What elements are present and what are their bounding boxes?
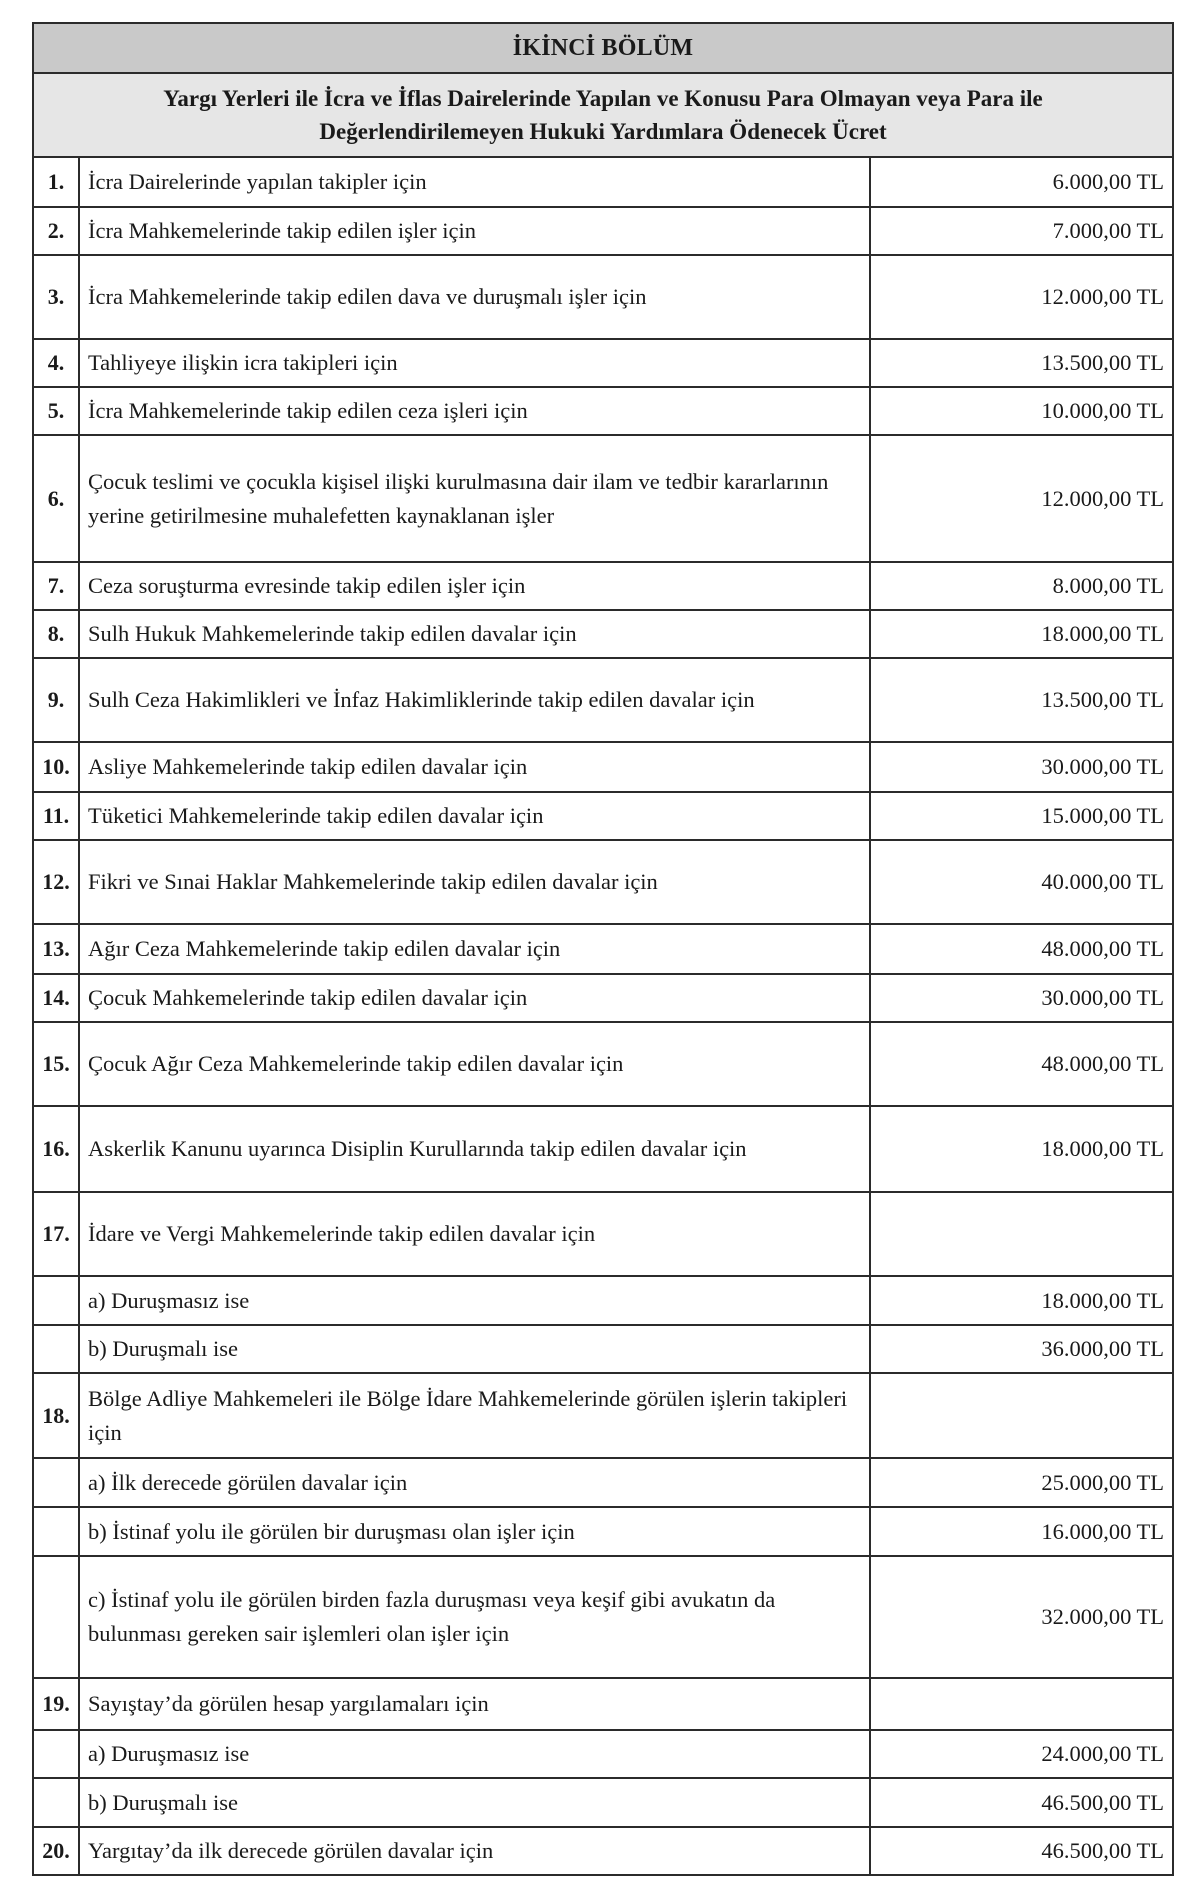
- fee-row: [33, 610, 1173, 658]
- item-description: Sulh Ceza Hakimlikleri ve İnfaz Hakimliklerinde takip edilen davalar için: [79, 658, 870, 742]
- fee-row: [33, 658, 1173, 742]
- fee-subrow: [33, 1507, 1173, 1556]
- item-amount: 25.000,00 TL: [870, 1458, 1173, 1507]
- item-number: 2.: [33, 207, 79, 255]
- section-heading-row: [33, 23, 1173, 73]
- fee-row: [33, 435, 1173, 562]
- item-amount: 18.000,00 TL: [870, 1276, 1173, 1325]
- item-number: [33, 1778, 79, 1827]
- item-number: [33, 1325, 79, 1373]
- item-description: Ağır Ceza Mahkemelerinde takip edilen davalar için: [79, 924, 870, 974]
- item-number: 20.: [33, 1827, 79, 1875]
- fee-subrow: [33, 1276, 1173, 1325]
- item-amount: 6.000,00 TL: [870, 157, 1173, 207]
- item-number: 14.: [33, 974, 79, 1022]
- item-description: b) Duruşmalı ise: [79, 1778, 870, 1827]
- fee-row: [33, 792, 1173, 840]
- title-line-2: Değerlendirilemeyen Hukuki Yardımlara Ödenecek Ücret: [319, 119, 887, 144]
- item-amount: 13.500,00 TL: [870, 339, 1173, 387]
- title-row: [33, 73, 1173, 157]
- item-description: Sulh Hukuk Mahkemelerinde takip edilen davalar için: [79, 610, 870, 658]
- item-amount: 46.500,00 TL: [870, 1778, 1173, 1827]
- item-number: 1.: [33, 157, 79, 207]
- item-number: 19.: [33, 1678, 79, 1730]
- title-line-1: Yargı Yerleri ile İcra ve İflas Dairelerinde Yapılan ve Konusu Para Olmayan veya Para ile: [163, 86, 1043, 111]
- item-number: 18.: [33, 1373, 79, 1458]
- fee-row: [33, 562, 1173, 610]
- fee-row: [33, 924, 1173, 974]
- item-amount: 40.000,00 TL: [870, 840, 1173, 924]
- fee-row: [33, 1373, 1173, 1458]
- fee-table: [32, 22, 1174, 1876]
- item-description: İcra Mahkemelerinde takip edilen işler için: [79, 207, 870, 255]
- item-number: 11.: [33, 792, 79, 840]
- item-number: 16.: [33, 1106, 79, 1192]
- item-amount: [870, 1373, 1173, 1458]
- item-amount: [870, 1678, 1173, 1730]
- item-description: İcra Mahkemelerinde takip edilen ceza işleri için: [79, 387, 870, 435]
- item-amount: 10.000,00 TL: [870, 387, 1173, 435]
- item-amount: 16.000,00 TL: [870, 1507, 1173, 1556]
- item-description: Bölge Adliye Mahkemeleri ile Bölge İdare Mahkemelerinde görülen işlerin takipleri için: [79, 1373, 870, 1458]
- item-description: Sayıştay’da görülen hesap yargılamaları için: [79, 1678, 870, 1730]
- fee-row: [33, 1678, 1173, 1730]
- fee-subrow: [33, 1556, 1173, 1678]
- item-amount: 36.000,00 TL: [870, 1325, 1173, 1373]
- item-amount: 7.000,00 TL: [870, 207, 1173, 255]
- item-amount: 46.500,00 TL: [870, 1827, 1173, 1875]
- item-number: 7.: [33, 562, 79, 610]
- fee-subrow: [33, 1778, 1173, 1827]
- item-number: 17.: [33, 1192, 79, 1276]
- item-description: Tahliyeye ilişkin icra takipleri için: [79, 339, 870, 387]
- item-number: 13.: [33, 924, 79, 974]
- item-description: İcra Dairelerinde yapılan takipler için: [79, 157, 870, 207]
- item-number: 12.: [33, 840, 79, 924]
- fee-row: [33, 339, 1173, 387]
- fee-row: [33, 1827, 1173, 1875]
- item-description: Ceza soruşturma evresinde takip edilen işler için: [79, 562, 870, 610]
- item-amount: 24.000,00 TL: [870, 1730, 1173, 1778]
- section-heading: İKİNCİ BÖLÜM: [33, 23, 1173, 73]
- fee-subrow: [33, 1730, 1173, 1778]
- fee-subrow: [33, 1458, 1173, 1507]
- item-number: [33, 1556, 79, 1678]
- fee-row: [33, 974, 1173, 1022]
- item-amount: 48.000,00 TL: [870, 924, 1173, 974]
- item-description: b) İstinaf yolu ile görülen bir duruşması olan işler için: [79, 1507, 870, 1556]
- fee-row: [33, 742, 1173, 792]
- item-amount: 30.000,00 TL: [870, 974, 1173, 1022]
- item-description: Çocuk teslimi ve çocukla kişisel ilişki kurulmasına dair ilam ve tedbir kararlarının yerine getirilmesine muhalefetten kaynaklanan işler: [79, 435, 870, 562]
- item-number: [33, 1458, 79, 1507]
- item-amount: 18.000,00 TL: [870, 610, 1173, 658]
- item-description: Çocuk Ağır Ceza Mahkemelerinde takip edilen davalar için: [79, 1022, 870, 1106]
- fee-row: [33, 157, 1173, 207]
- item-number: 8.: [33, 610, 79, 658]
- fee-row: [33, 207, 1173, 255]
- item-amount: [870, 1192, 1173, 1276]
- fee-row: [33, 1106, 1173, 1192]
- item-description: Askerlik Kanunu uyarınca Disiplin Kurullarında takip edilen davalar için: [79, 1106, 870, 1192]
- item-number: 3.: [33, 255, 79, 339]
- item-amount: 18.000,00 TL: [870, 1106, 1173, 1192]
- item-description: Çocuk Mahkemelerinde takip edilen davalar için: [79, 974, 870, 1022]
- item-description: İdare ve Vergi Mahkemelerinde takip edilen davalar için: [79, 1192, 870, 1276]
- fee-row: [33, 840, 1173, 924]
- item-number: 9.: [33, 658, 79, 742]
- fee-row: [33, 1192, 1173, 1276]
- item-description: Yargıtay’da ilk derecede görülen davalar için: [79, 1827, 870, 1875]
- fee-row: [33, 1022, 1173, 1106]
- item-description: a) Duruşmasız ise: [79, 1730, 870, 1778]
- item-amount: 13.500,00 TL: [870, 658, 1173, 742]
- fee-row: [33, 387, 1173, 435]
- item-number: [33, 1730, 79, 1778]
- item-number: [33, 1276, 79, 1325]
- item-amount: 15.000,00 TL: [870, 792, 1173, 840]
- item-amount: 32.000,00 TL: [870, 1556, 1173, 1678]
- item-description: a) İlk derecede görülen davalar için: [79, 1458, 870, 1507]
- item-description: İcra Mahkemelerinde takip edilen dava ve duruşmalı işler için: [79, 255, 870, 339]
- fee-subrow: [33, 1325, 1173, 1373]
- item-amount: 12.000,00 TL: [870, 255, 1173, 339]
- item-description: Asliye Mahkemelerinde takip edilen davalar için: [79, 742, 870, 792]
- item-number: 5.: [33, 387, 79, 435]
- item-description: b) Duruşmalı ise: [79, 1325, 870, 1373]
- item-description: a) Duruşmasız ise: [79, 1276, 870, 1325]
- item-number: [33, 1507, 79, 1556]
- fee-schedule-document: [32, 22, 1172, 1876]
- item-number: 15.: [33, 1022, 79, 1106]
- table-title: [33, 73, 1173, 157]
- item-amount: 48.000,00 TL: [870, 1022, 1173, 1106]
- item-amount: 8.000,00 TL: [870, 562, 1173, 610]
- item-description: c) İstinaf yolu ile görülen birden fazla duruşması veya keşif gibi avukatın da bulunması gereken sair işlemleri olan işler için: [79, 1556, 870, 1678]
- fee-row: [33, 255, 1173, 339]
- item-description: Tüketici Mahkemelerinde takip edilen davalar için: [79, 792, 870, 840]
- item-amount: 12.000,00 TL: [870, 435, 1173, 562]
- item-amount: 30.000,00 TL: [870, 742, 1173, 792]
- item-description: Fikri ve Sınai Haklar Mahkemelerinde takip edilen davalar için: [79, 840, 870, 924]
- item-number: 4.: [33, 339, 79, 387]
- item-number: 10.: [33, 742, 79, 792]
- item-number: 6.: [33, 435, 79, 562]
